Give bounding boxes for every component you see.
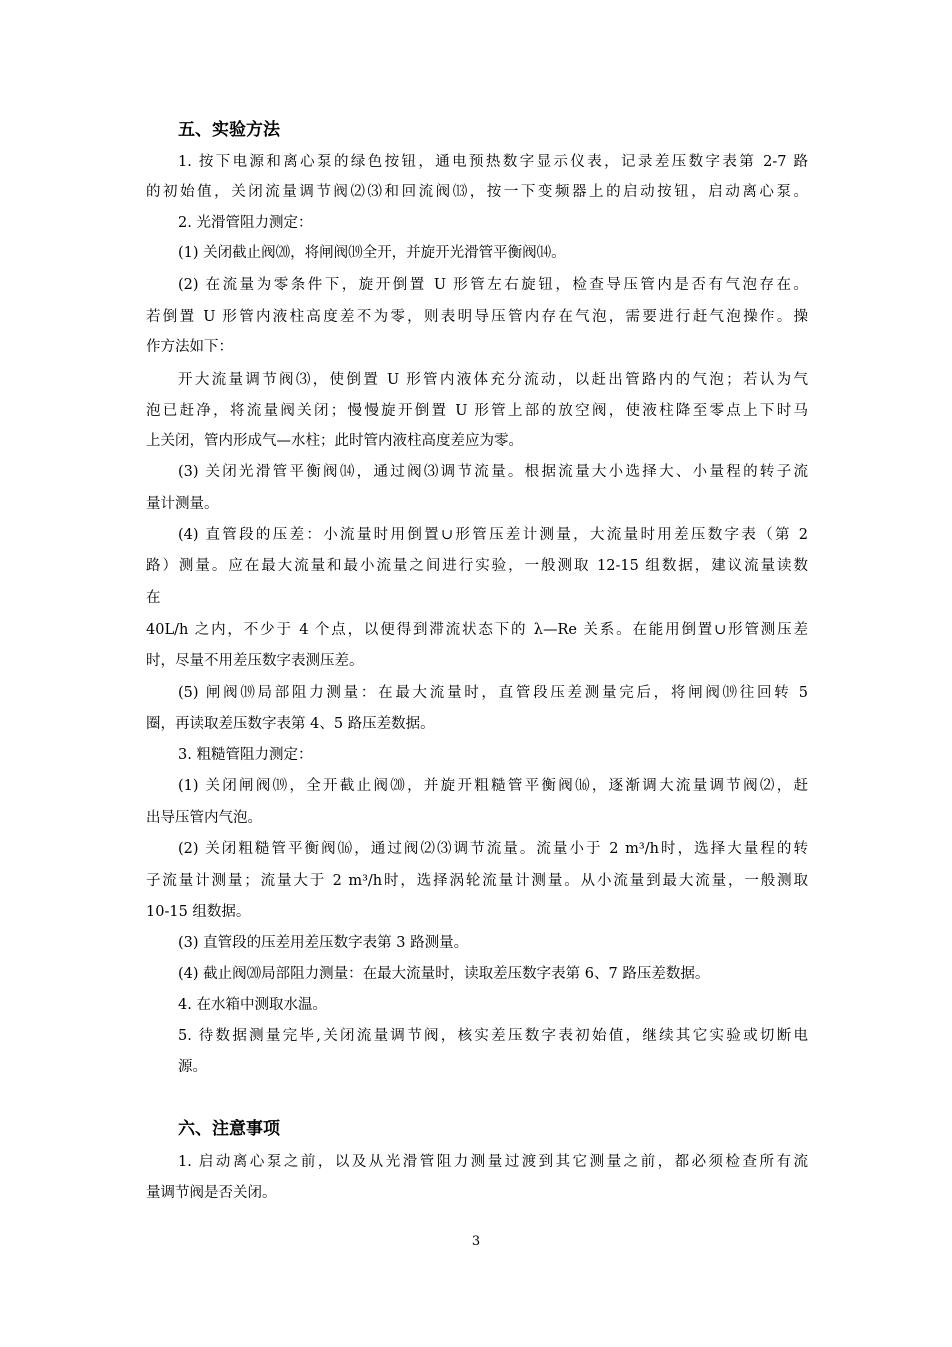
text-line: 1. 启动离心泵之前，以及从光滑管阻力测量过渡到其它测量之前，都必须检查所有流 [178,1154,808,1170]
text-line: (1) 关闭截止阀⒇，将闸阀⒆全开，并旋开光滑管平衡阀⒁。 [178,245,566,261]
text-line: (5) 闸阀⒆局部阻力测量：在最大流量时，直管段压差测量完后，将闸阀⒆往回转 5 [178,685,808,701]
text-line: 作方法如下： [146,339,233,355]
text-line: 上关闭，管内形成气—水柱；此时管内液柱高度差应为零。 [146,433,523,449]
text-line: 5. 待数据测量完毕,关闭流量调节阀，核实差压数字表初始值，继续其它实验或切断电 [178,1028,808,1044]
text-line: 量调节阀是否关闭。 [146,1185,277,1201]
text-line: 源。 [178,1059,207,1075]
text-line: (1) 关闭闸阀⒆，全开截止阀⒇，并旋开粗糙管平衡阀⒃，逐渐调大流量调节阀⑵，赶 [178,778,808,794]
text-line: 1. 按下电源和离心泵的绿色按钮，通电预热数字显示仪表，记录差压数字表第 2-7 路 [178,154,808,170]
text-line: 2. 光滑管阻力测定： [178,215,313,231]
page-number: 3 [471,1234,481,1249]
text-line: (2) 在流量为零条件下，旋开倒置 U 形管左右旋钮，检查导压管内是否有气泡存在。 [178,277,808,293]
text-line: 路）测量。应在最大流量和最小流量之间进行实验，一般测取 12-15 组数据，建议流量读数 [146,558,808,574]
text-line: (4) 截止阀⒇局部阻力测量：在最大流量时，读取差压数字表第 6、7 路压差数据。 [178,966,710,982]
text-line: 40L/h 之内，不少于 4 个点，以便得到滞流状态下的 λ—Re 关系。在能用倒置∪形管测压差 [146,622,808,638]
text-line: 4. 在水箱中测取水温。 [178,997,327,1013]
section-5-heading: 五、实验方法 [178,120,280,140]
text-line: 时，尽量不用差压数字表测压差。 [146,653,364,669]
text-line: (2) 关闭粗糙管平衡阀⒃，通过阀⑵⑶调节流量。流量小于 2 m³/h时，选择大量程的转 [178,841,808,857]
section-6-heading: 六、注意事项 [178,1119,280,1139]
text-line: 在 [146,590,161,606]
text-line: 出导压管内气泡。 [146,810,262,826]
text-line: 泡已赶净，将流量阀关闭；慢慢旋开倒置 U 形管上部的放空阀，使液柱降至零点上下时马 [146,403,808,419]
text-line: 子流量计测量；流量大于 2 m³/h时，选择涡轮流量计测量。从小流量到最大流量，一般测取 [146,873,808,889]
text-line: 10-15 组数据。 [146,904,251,920]
text-line: 量计测量。 [146,496,219,512]
text-line: 开大流量调节阀⑶，使倒置 U 形管内液体充分流动，以赶出管路内的气泡；若认为气 [178,372,808,388]
text-line: (3) 直管段的压差用差压数字表第 3 路测量。 [178,935,469,951]
text-line: 3. 粗糙管阻力测定： [178,747,313,763]
text-line: 圈，再读取差压数字表第 4、5 路压差数据。 [146,716,435,732]
text-line: 若倒置 U 形管内液柱高度差不为零，则表明导压管内存在气泡，需要进行赶气泡操作。操 [146,309,808,325]
text-line: (4) 直管段的压差：小流量时用倒置∪形管压差计测量，大流量时用差压数字表（第 2 [178,527,808,543]
text-line: 的初始值，关闭流量调节阀⑵⑶和回流阀⒀，按一下变频器上的启动按钮，启动离心泵。 [146,184,808,200]
text-line: (3) 关闭光滑管平衡阀⒁，通过阀⑶调节流量。根据流量大小选择大、小量程的转子流 [178,464,808,480]
